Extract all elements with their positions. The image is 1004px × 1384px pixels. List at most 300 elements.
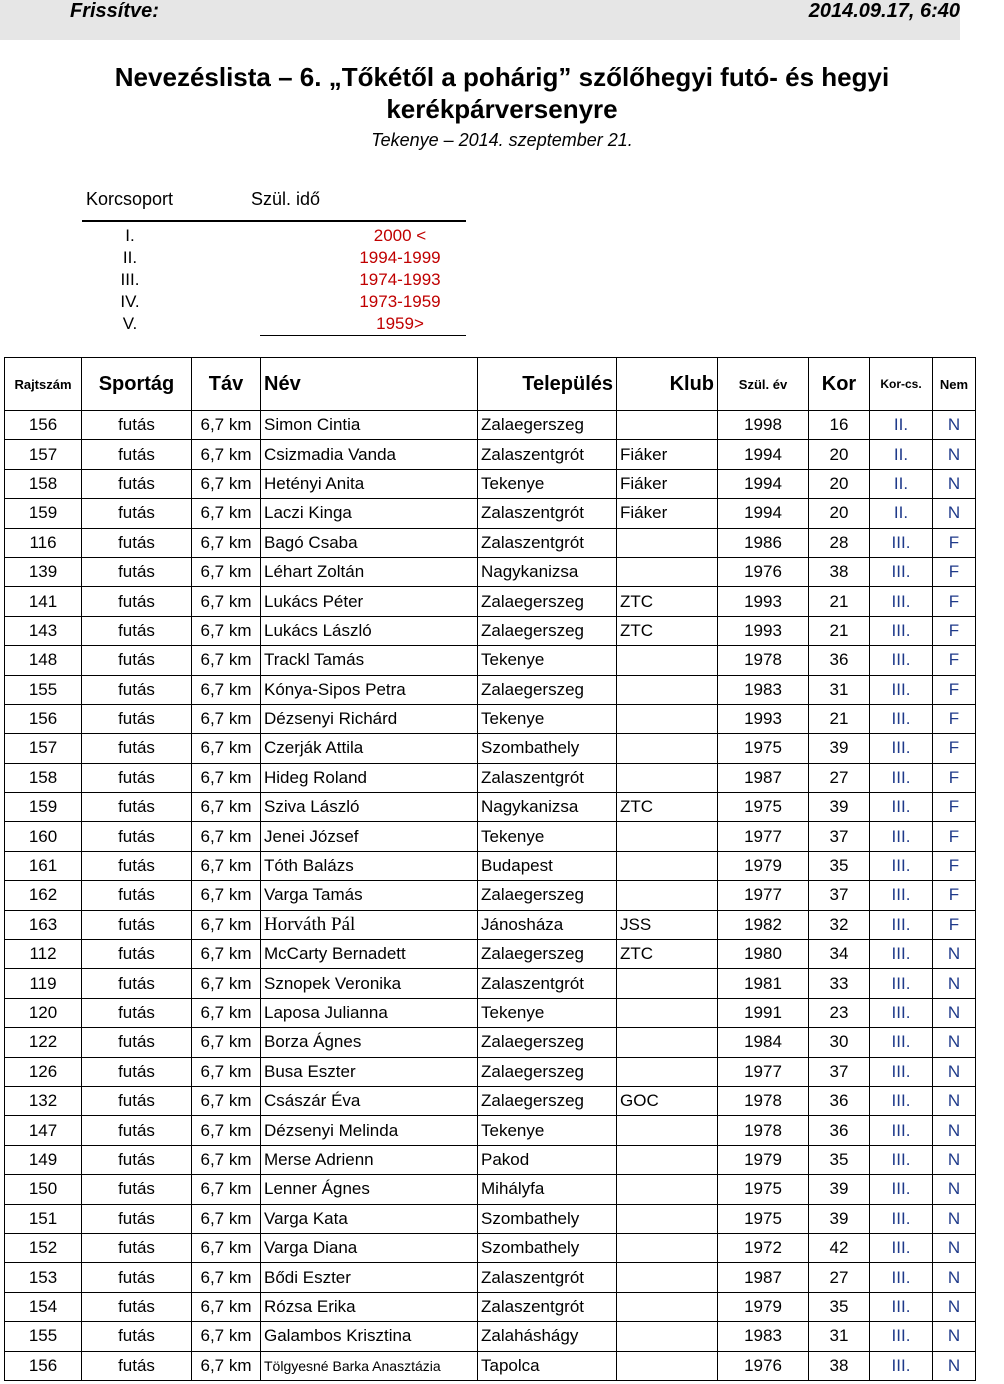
cell-korcs: III. (870, 881, 933, 910)
cell-nev: Jenei József (261, 822, 478, 851)
cell-rajtszam: 120 (5, 998, 82, 1027)
cell-telepules: Zalaegerszeg (478, 881, 617, 910)
cell-klub (617, 969, 718, 998)
korcsoport-range: 1974-1993 (359, 270, 441, 289)
cell-rajtszam: 154 (5, 1292, 82, 1321)
cell-sportag: futás (82, 1263, 192, 1292)
cell-tav: 6,7 km (192, 704, 261, 733)
update-bar (0, 0, 960, 40)
cell-sportag: futás (82, 587, 192, 616)
cell-klub: Fiáker (617, 440, 718, 469)
cell-nem: F (933, 528, 976, 557)
table-row (5, 1116, 976, 1145)
cell-tav: 6,7 km (192, 822, 261, 851)
cell-sportag: futás (82, 1351, 192, 1380)
cell-klub (617, 1322, 718, 1351)
cell-kor: 31 (809, 1322, 870, 1351)
table-row (5, 1322, 976, 1351)
cell-nev: Bődi Eszter (261, 1263, 478, 1292)
table-row (5, 1263, 976, 1292)
cell-telepules: Zalaegerszeg (478, 675, 617, 704)
cell-korcs: III. (870, 587, 933, 616)
cell-rajtszam: 157 (5, 440, 82, 469)
cell-rajtszam: 161 (5, 851, 82, 880)
cell-kor: 36 (809, 1086, 870, 1115)
cell-telepules: Jánosháza (478, 910, 617, 939)
cell-tav: 6,7 km (192, 1233, 261, 1262)
cell-szul-ev: 1975 (718, 734, 809, 763)
table-header-row (5, 358, 976, 411)
cell-korcs: III. (870, 616, 933, 645)
cell-telepules: Tekenye (478, 998, 617, 1027)
cell-szul-ev: 1976 (718, 1351, 809, 1380)
cell-rajtszam: 147 (5, 1116, 82, 1145)
cell-korcs: III. (870, 1145, 933, 1174)
cell-nev: Hideg Roland (261, 763, 478, 792)
cell-klub (617, 1145, 718, 1174)
cell-nev: Varga Kata (261, 1204, 478, 1233)
cell-telepules: Tekenye (478, 469, 617, 498)
cell-nev: Borza Ágnes (261, 1028, 478, 1057)
cell-korcs: III. (870, 675, 933, 704)
cell-rajtszam: 158 (5, 763, 82, 792)
cell-nev: Czerják Attila (261, 734, 478, 763)
cell-sportag: futás (82, 675, 192, 704)
table-row (5, 440, 976, 469)
cell-kor: 20 (809, 440, 870, 469)
table-row (5, 557, 976, 586)
cell-tav: 6,7 km (192, 1351, 261, 1380)
cell-korcs: III. (870, 1322, 933, 1351)
cell-kor: 34 (809, 940, 870, 969)
table-row (5, 998, 976, 1027)
cell-klub: GOC (617, 1086, 718, 1115)
col-header-tav: Táv (192, 358, 261, 411)
cell-kor: 39 (809, 734, 870, 763)
cell-nev: McCarty Bernadett (261, 940, 478, 969)
cell-klub (617, 763, 718, 792)
cell-rajtszam: 112 (5, 940, 82, 969)
cell-rajtszam: 152 (5, 1233, 82, 1262)
cell-szul-ev: 1975 (718, 1175, 809, 1204)
cell-tav: 6,7 km (192, 1057, 261, 1086)
korcsoport-range: 1973-1959 (359, 292, 441, 311)
cell-telepules: Pakod (478, 1145, 617, 1174)
cell-klub (617, 1175, 718, 1204)
cell-nem: N (933, 1263, 976, 1292)
cell-nev: Lukács László (261, 616, 478, 645)
cell-klub (617, 1292, 718, 1321)
cell-telepules: Tapolca (478, 1351, 617, 1380)
cell-telepules: Zalaegerszeg (478, 411, 617, 440)
cell-tav: 6,7 km (192, 1292, 261, 1321)
korcsoport-divider (82, 220, 466, 222)
table-row (5, 940, 976, 969)
cell-szul-ev: 1983 (718, 675, 809, 704)
table-row (5, 646, 976, 675)
cell-rajtszam: 126 (5, 1057, 82, 1086)
cell-nem: F (933, 646, 976, 675)
cell-nev: Laposa Julianna (261, 998, 478, 1027)
cell-szul-ev: 1977 (718, 881, 809, 910)
table-row (5, 499, 976, 528)
cell-szul-ev: 1984 (718, 1028, 809, 1057)
cell-korcs: III. (870, 557, 933, 586)
cell-tav: 6,7 km (192, 675, 261, 704)
cell-nev: Bagó Csaba (261, 528, 478, 557)
cell-szul-ev: 1993 (718, 587, 809, 616)
cell-nev: Galambos Krisztina (261, 1322, 478, 1351)
cell-sportag: futás (82, 1028, 192, 1057)
cell-nem: N (933, 1116, 976, 1145)
cell-nev: Horváth Pál (261, 910, 478, 939)
cell-rajtszam: 156 (5, 704, 82, 733)
cell-telepules: Zalaegerszeg (478, 940, 617, 969)
cell-sportag: futás (82, 940, 192, 969)
cell-rajtszam: 157 (5, 734, 82, 763)
cell-korcs: III. (870, 646, 933, 675)
cell-rajtszam: 158 (5, 469, 82, 498)
cell-szul-ev: 1993 (718, 704, 809, 733)
cell-kor: 38 (809, 557, 870, 586)
cell-sportag: futás (82, 998, 192, 1027)
cell-kor: 27 (809, 1263, 870, 1292)
cell-telepules: Szombathely (478, 1233, 617, 1262)
cell-kor: 20 (809, 469, 870, 498)
cell-sportag: futás (82, 646, 192, 675)
cell-telepules: Zalaszentgrót (478, 763, 617, 792)
cell-nem: N (933, 1351, 976, 1380)
cell-klub (617, 998, 718, 1027)
cell-tav: 6,7 km (192, 1086, 261, 1115)
cell-klub: Fiáker (617, 469, 718, 498)
cell-nev: Tóth Balázs (261, 851, 478, 880)
cell-klub (617, 1263, 718, 1292)
cell-korcs: III. (870, 822, 933, 851)
cell-rajtszam: 151 (5, 1204, 82, 1233)
cell-rajtszam: 132 (5, 1086, 82, 1115)
cell-szul-ev: 1972 (718, 1233, 809, 1262)
cell-rajtszam: 159 (5, 793, 82, 822)
cell-korcs: III. (870, 851, 933, 880)
cell-szul-ev: 1993 (718, 616, 809, 645)
cell-korcs: III. (870, 734, 933, 763)
cell-szul-ev: 1978 (718, 1116, 809, 1145)
cell-korcs: II. (870, 411, 933, 440)
cell-rajtszam: 155 (5, 675, 82, 704)
cell-tav: 6,7 km (192, 469, 261, 498)
cell-sportag: futás (82, 616, 192, 645)
korcsoport-cat: III. (120, 270, 140, 289)
cell-kor: 42 (809, 1233, 870, 1262)
cell-nev: Dézsenyi Richárd (261, 704, 478, 733)
szul-ido-header: Szül. idő (251, 189, 321, 209)
cell-korcs: II. (870, 469, 933, 498)
cell-kor: 23 (809, 998, 870, 1027)
cell-nem: F (933, 616, 976, 645)
cell-klub (617, 881, 718, 910)
cell-nem: N (933, 411, 976, 440)
cell-klub (617, 704, 718, 733)
cell-korcs: III. (870, 1086, 933, 1115)
cell-korcs: III. (870, 1263, 933, 1292)
korcsoport-cat: II. (122, 248, 138, 267)
cell-kor: 39 (809, 793, 870, 822)
cell-nem: N (933, 1204, 976, 1233)
cell-korcs: III. (870, 1204, 933, 1233)
cell-nev: Trackl Tamás (261, 646, 478, 675)
cell-sportag: futás (82, 1233, 192, 1262)
table-row (5, 1233, 976, 1262)
cell-nem: F (933, 910, 976, 939)
entry-table-body (5, 411, 976, 1381)
cell-szul-ev: 1975 (718, 793, 809, 822)
cell-rajtszam: 119 (5, 969, 82, 998)
cell-korcs: III. (870, 1057, 933, 1086)
cell-rajtszam: 141 (5, 587, 82, 616)
cell-nem: F (933, 793, 976, 822)
table-row (5, 675, 976, 704)
cell-nem: F (933, 822, 976, 851)
table-row (5, 1204, 976, 1233)
cell-nem: N (933, 469, 976, 498)
cell-korcs: III. (870, 910, 933, 939)
cell-rajtszam: 155 (5, 1322, 82, 1351)
cell-telepules: Zalaháshágy (478, 1322, 617, 1351)
cell-korcs: III. (870, 793, 933, 822)
cell-kor: 27 (809, 763, 870, 792)
cell-rajtszam: 159 (5, 499, 82, 528)
cell-telepules: Zalaegerszeg (478, 587, 617, 616)
cell-rajtszam: 149 (5, 1145, 82, 1174)
cell-sportag: futás (82, 881, 192, 910)
cell-nem: N (933, 998, 976, 1027)
cell-nem: F (933, 675, 976, 704)
cell-nev: Sznopek Veronika (261, 969, 478, 998)
col-header-korcs: Kor-cs. (870, 358, 933, 411)
cell-szul-ev: 1979 (718, 851, 809, 880)
cell-telepules: Mihályfa (478, 1175, 617, 1204)
cell-klub: ZTC (617, 793, 718, 822)
cell-szul-ev: 1977 (718, 822, 809, 851)
table-row (5, 1351, 976, 1380)
cell-telepules: Zalaszentgrót (478, 1292, 617, 1321)
cell-sportag: futás (82, 1116, 192, 1145)
cell-kor: 36 (809, 646, 870, 675)
cell-korcs: III. (870, 1175, 933, 1204)
cell-nem: N (933, 969, 976, 998)
cell-telepules: Tekenye (478, 1116, 617, 1145)
cell-korcs: III. (870, 1116, 933, 1145)
cell-szul-ev: 1986 (718, 528, 809, 557)
table-row (5, 793, 976, 822)
cell-korcs: III. (870, 1028, 933, 1057)
table-row (5, 1086, 976, 1115)
table-row (5, 1145, 976, 1174)
cell-sportag: futás (82, 557, 192, 586)
cell-nem: F (933, 734, 976, 763)
korcsoport-range: 2000 < (373, 226, 427, 245)
cell-sportag: futás (82, 440, 192, 469)
cell-tav: 6,7 km (192, 616, 261, 645)
cell-klub: JSS (617, 910, 718, 939)
cell-telepules: Zalaszentgrót (478, 499, 617, 528)
cell-telepules: Budapest (478, 851, 617, 880)
cell-tav: 6,7 km (192, 1145, 261, 1174)
update-timestamp: 2014.09.17, 6:40 (808, 0, 960, 22)
cell-sportag: futás (82, 528, 192, 557)
cell-nev: Varga Diana (261, 1233, 478, 1262)
table-row (5, 1057, 976, 1086)
cell-kor: 21 (809, 616, 870, 645)
cell-nem: N (933, 1292, 976, 1321)
cell-nem: F (933, 587, 976, 616)
table-row (5, 822, 976, 851)
table-row (5, 469, 976, 498)
cell-tav: 6,7 km (192, 1322, 261, 1351)
cell-nev: Kónya-Sipos Petra (261, 675, 478, 704)
cell-sportag: futás (82, 969, 192, 998)
korcsoport-range: 1994-1999 (359, 248, 441, 267)
cell-sportag: futás (82, 851, 192, 880)
col-header-sportag: Sportág (82, 358, 192, 411)
cell-szul-ev: 1987 (718, 1263, 809, 1292)
event-subtitle: Tekenye – 2014. szeptember 21. (371, 130, 633, 150)
cell-telepules: Tekenye (478, 646, 617, 675)
cell-rajtszam: 143 (5, 616, 82, 645)
cell-korcs: II. (870, 440, 933, 469)
cell-nem: N (933, 1322, 976, 1351)
cell-kor: 21 (809, 704, 870, 733)
korcsoport-bottom-line (260, 335, 466, 336)
cell-nem: F (933, 557, 976, 586)
cell-nev: Lukács Péter (261, 587, 478, 616)
cell-klub (617, 734, 718, 763)
cell-tav: 6,7 km (192, 851, 261, 880)
table-row (5, 910, 976, 939)
table-row (5, 1028, 976, 1057)
cell-sportag: futás (82, 793, 192, 822)
cell-telepules: Nagykanizsa (478, 557, 617, 586)
cell-nem: F (933, 851, 976, 880)
cell-szul-ev: 1998 (718, 411, 809, 440)
col-header-telepules: Település (478, 358, 617, 411)
cell-nev: Léhart Zoltán (261, 557, 478, 586)
cell-nem: N (933, 1086, 976, 1115)
cell-kor: 36 (809, 1116, 870, 1145)
cell-korcs: III. (870, 969, 933, 998)
cell-korcs: III. (870, 1292, 933, 1321)
cell-szul-ev: 1976 (718, 557, 809, 586)
cell-szul-ev: 1979 (718, 1292, 809, 1321)
cell-szul-ev: 1991 (718, 998, 809, 1027)
table-row (5, 1175, 976, 1204)
cell-tav: 6,7 km (192, 499, 261, 528)
cell-kor: 21 (809, 587, 870, 616)
cell-sportag: futás (82, 1175, 192, 1204)
cell-szul-ev: 1980 (718, 940, 809, 969)
korcsoport-range: 1959> (376, 314, 424, 333)
table-row (5, 763, 976, 792)
cell-kor: 39 (809, 1175, 870, 1204)
table-row (5, 734, 976, 763)
cell-tav: 6,7 km (192, 557, 261, 586)
cell-telepules: Zalaszentgrót (478, 440, 617, 469)
cell-korcs: III. (870, 763, 933, 792)
cell-tav: 6,7 km (192, 411, 261, 440)
cell-sportag: futás (82, 1292, 192, 1321)
cell-kor: 37 (809, 822, 870, 851)
cell-szul-ev: 1983 (718, 1322, 809, 1351)
cell-klub (617, 528, 718, 557)
cell-sportag: futás (82, 910, 192, 939)
cell-szul-ev: 1981 (718, 969, 809, 998)
cell-klub (617, 1028, 718, 1057)
cell-nem: N (933, 1057, 976, 1086)
cell-rajtszam: 162 (5, 881, 82, 910)
cell-sportag: futás (82, 1322, 192, 1351)
cell-szul-ev: 1978 (718, 646, 809, 675)
cell-klub (617, 1057, 718, 1086)
cell-sportag: futás (82, 1145, 192, 1174)
cell-szul-ev: 1977 (718, 1057, 809, 1086)
cell-nem: N (933, 1233, 976, 1262)
cell-korcs: II. (870, 499, 933, 528)
table-row (5, 1292, 976, 1321)
table-row (5, 881, 976, 910)
cell-kor: 20 (809, 499, 870, 528)
cell-tav: 6,7 km (192, 646, 261, 675)
cell-kor: 28 (809, 528, 870, 557)
cell-tav: 6,7 km (192, 763, 261, 792)
cell-klub (617, 1204, 718, 1233)
cell-kor: 16 (809, 411, 870, 440)
cell-nev: Császár Éva (261, 1086, 478, 1115)
page-title-line1: Nevezéslista – 6. „Tőkétől a pohárig” szőlőhegyi futó- és hegyi (114, 62, 890, 92)
cell-nem: F (933, 704, 976, 733)
cell-telepules: Zalaszentgrót (478, 969, 617, 998)
cell-klub (617, 675, 718, 704)
cell-nem: N (933, 1028, 976, 1057)
cell-tav: 6,7 km (192, 1263, 261, 1292)
cell-kor: 30 (809, 1028, 870, 1057)
cell-klub (617, 646, 718, 675)
cell-rajtszam: 156 (5, 411, 82, 440)
cell-szul-ev: 1994 (718, 499, 809, 528)
cell-rajtszam: 163 (5, 910, 82, 939)
cell-szul-ev: 1979 (718, 1145, 809, 1174)
korcsoport-cat: V. (122, 314, 138, 333)
cell-telepules: Zalaegerszeg (478, 1057, 617, 1086)
cell-kor: 38 (809, 1351, 870, 1380)
col-header-nev: Név (261, 358, 478, 411)
cell-klub: ZTC (617, 587, 718, 616)
cell-tav: 6,7 km (192, 998, 261, 1027)
cell-telepules: Nagykanizsa (478, 793, 617, 822)
cell-tav: 6,7 km (192, 1175, 261, 1204)
cell-szul-ev: 1994 (718, 469, 809, 498)
cell-tav: 6,7 km (192, 793, 261, 822)
cell-kor: 32 (809, 910, 870, 939)
cell-nev: Merse Adrienn (261, 1145, 478, 1174)
cell-tav: 6,7 km (192, 734, 261, 763)
cell-korcs: III. (870, 528, 933, 557)
cell-klub (617, 411, 718, 440)
cell-klub: ZTC (617, 616, 718, 645)
table-row (5, 969, 976, 998)
cell-telepules: Zalaszentgrót (478, 528, 617, 557)
cell-kor: 31 (809, 675, 870, 704)
